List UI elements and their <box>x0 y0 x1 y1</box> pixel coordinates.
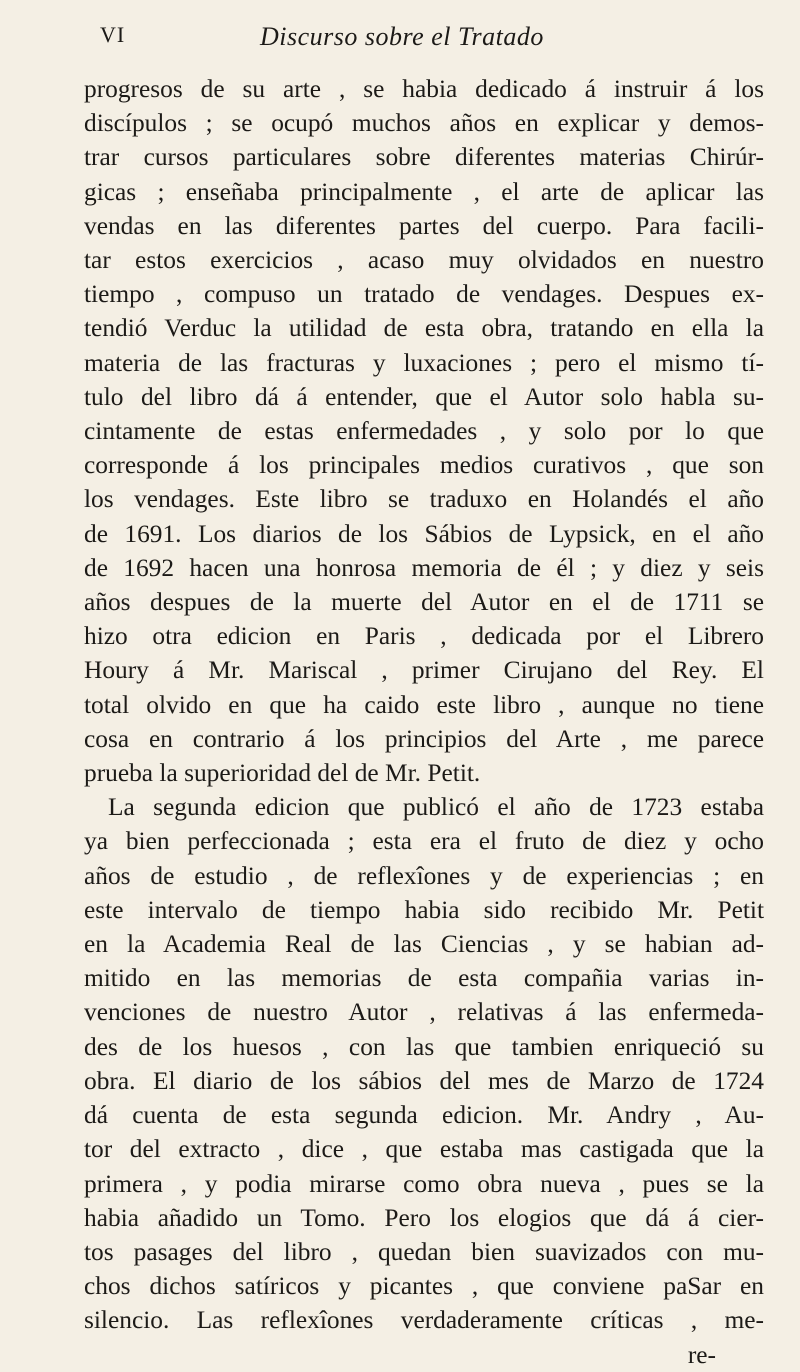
text-line: tar estos exercicios , acaso muy olvidados en nuestro <box>84 246 764 275</box>
text-line: cosa en contrario á los principios del Arte , me parece <box>84 724 764 753</box>
page-number: VI <box>100 22 126 47</box>
text-line: gicas ; enseñaba principalmente , el arte de aplicar las <box>84 177 764 206</box>
text-line: venciones de nuestro Autor , relativas á las enfermeda- <box>84 998 764 1027</box>
text-line: mitido en las memorias de esta compañia varias in- <box>84 964 764 993</box>
text-line: materia de las fracturas y luxaciones ; pero el mismo tí- <box>84 348 764 377</box>
running-title: Discurso sobre el Tratado <box>260 22 544 51</box>
text-line: prueba la superioridad del de Mr. Petit. <box>84 759 481 788</box>
text-line: los vendages. Este libro se traduxo en Holandés el año <box>84 485 764 514</box>
text-line: tulo del libro dá á entender, que el Autor solo habla su- <box>84 382 764 411</box>
text-line: años de estudio , de reflexîones y de experiencias ; en <box>84 861 764 890</box>
text-line: La segunda edicion que publicó el año de 1723 estaba <box>108 793 764 822</box>
text-line: este intervalo de tiempo habia sido recibido Mr. Petit <box>84 895 764 924</box>
text-line: des de los huesos , con las que tambien enriqueció su <box>84 1032 764 1061</box>
text-line: habia añadido un Tomo. Pero los elogios que dá á cier- <box>84 1203 764 1232</box>
body-text <box>84 72 764 1372</box>
text-line: vendas en las diferentes partes del cuerpo. Para facili- <box>84 211 764 240</box>
text-line: años despues de la muerte del Autor en el de 1711 se <box>84 588 764 617</box>
catchword: re- <box>687 1340 716 1369</box>
text-line: hizo otra edicion en Paris , dedicada por el Librero <box>84 622 764 651</box>
text-line: de 1692 hacen una honrosa memoria de él ; y diez y seis <box>84 553 764 582</box>
text-line: primera , y podia mirarse como obra nueva , pues se la <box>84 1169 764 1198</box>
text-line: trar cursos particulares sobre diferentes materias Chirúr- <box>84 143 764 172</box>
text-line: tendió Verduc la utilidad de esta obra, tratando en ella la <box>84 314 764 343</box>
text-line: obra. El diario de los sábios del mes de Marzo de 1724 <box>84 1066 764 1095</box>
text-line: de 1691. Los diarios de los Sábios de Lypsick, en el año <box>84 519 764 548</box>
page-header <box>100 22 740 62</box>
text-line: tiempo , compuso un tratado de vendages. Despues ex- <box>84 280 764 309</box>
text-line: ya bien perfeccionada ; esta era el fruto de diez y ocho <box>84 827 764 856</box>
text-line: en la Academia Real de las Ciencias , y se habian ad- <box>84 930 764 959</box>
text-line: progresos de su arte , se habia dedicado á instruir á los <box>84 75 764 103</box>
text-line: silencio. Las reflexîones verdaderamente críticas , me- <box>84 1306 764 1335</box>
text-line: discípulos ; se ocupó muchos años en explicar y demos- <box>84 109 764 138</box>
text-line: cintamente de estas enfermedades , y solo por lo que <box>84 417 764 446</box>
text-line: Houry á Mr. Mariscal , primer Cirujano del Rey. El <box>84 656 764 685</box>
text-line: tor del extracto , dice , que estaba mas castigada que la <box>84 1135 764 1164</box>
text-line: total olvido en que ha caido este libro , aunque no tiene <box>84 690 764 719</box>
text-line: chos dichos satíricos y picantes , que conviene paSar en <box>84 1272 764 1301</box>
text-line: dá cuenta de esta segunda edicion. Mr. Andry , Au- <box>84 1101 764 1130</box>
text-line: tos pasages del libro , quedan bien suavizados con mu- <box>84 1237 764 1266</box>
text-line: corresponde á los principales medios curativos , que son <box>84 451 764 480</box>
